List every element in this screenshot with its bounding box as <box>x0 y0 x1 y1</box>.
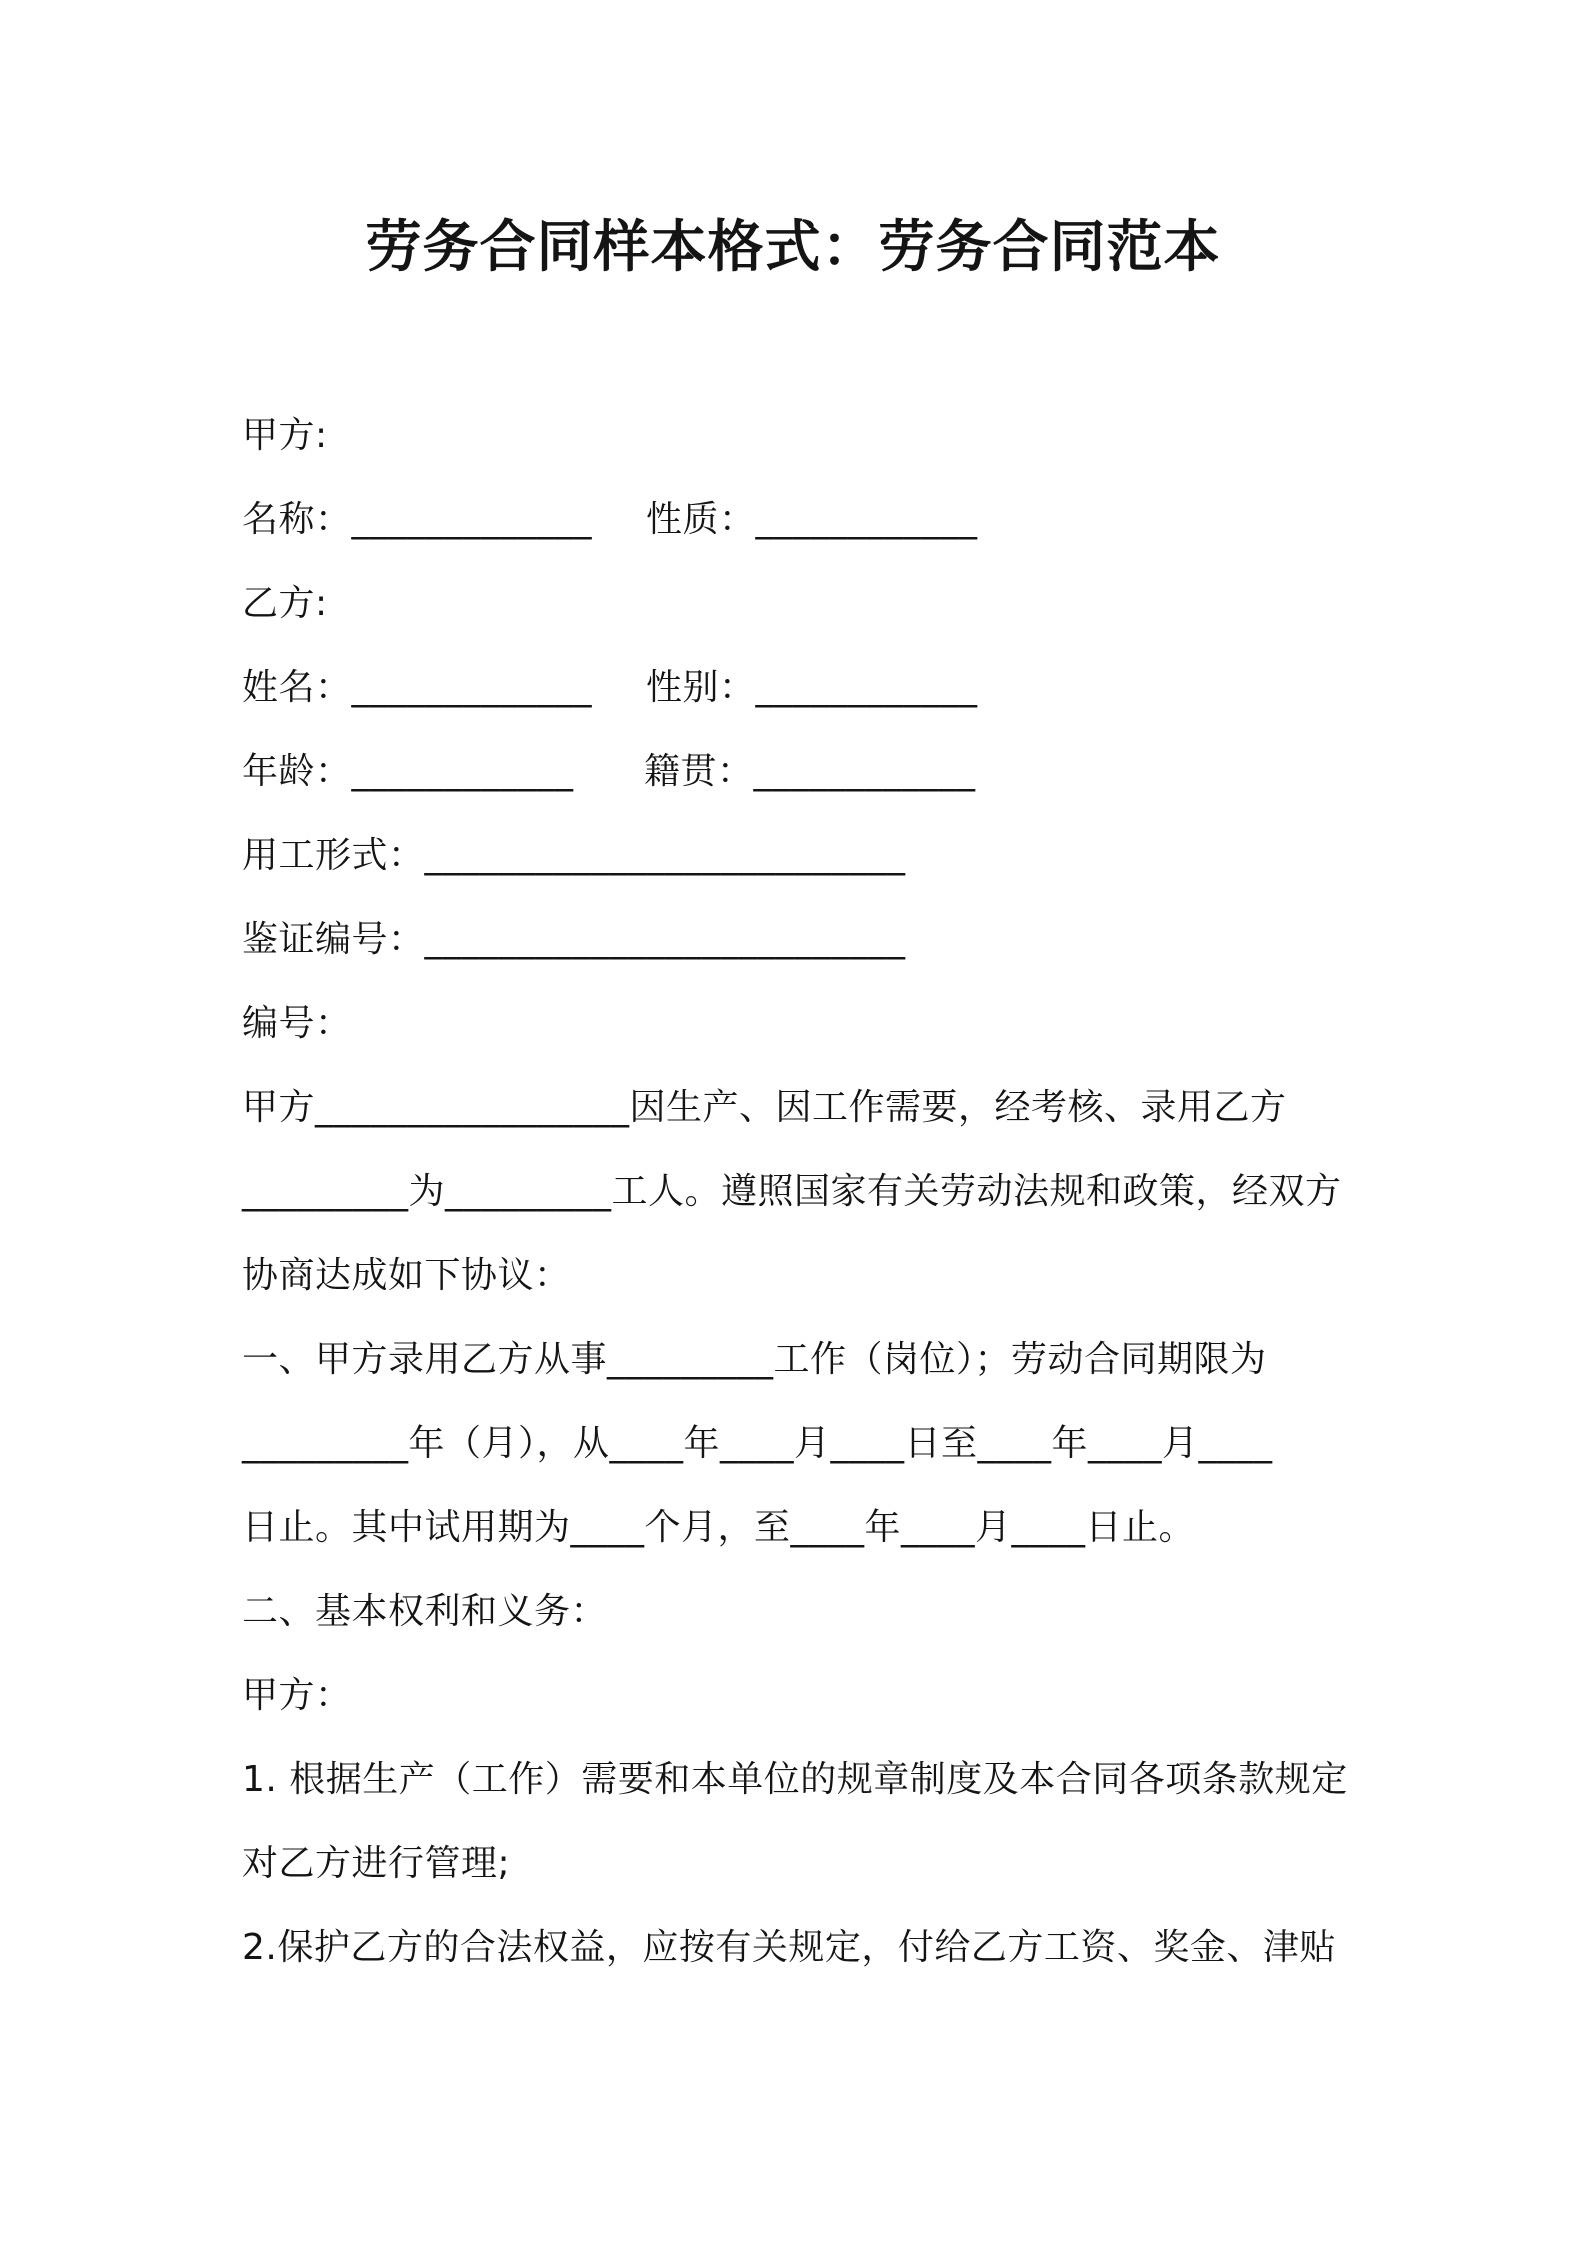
party-a-duties-heading: 甲方： <box>242 1675 352 1716</box>
clause-one-line: 一、甲方录用乙方从事_________工作（岗位）；劳动合同期限为 <box>242 1339 1267 1380</box>
number-field: 编号： <box>242 1003 352 1044</box>
verification-number-field: 鉴证编号：__________________________ <box>242 919 906 960</box>
document-title: 劳务合同样本格式：劳务合同范本 <box>365 215 1221 280</box>
paragraph-line: 甲方_________________因生产、因工作需要，经考核、录用乙方 <box>242 1087 1287 1128</box>
duty-item-line: 对乙方进行管理; <box>242 1843 511 1884</box>
paragraph-line: 协商达成如下协议： <box>242 1255 571 1296</box>
party-a-name-field: 名称：_____________ <box>242 499 593 540</box>
paragraph-line: _________为_________工人。遵照国家有关劳动法规和政策，经双方 <box>242 1171 1342 1212</box>
duty-item-line: 1. 根据生产（工作）需要和本单位的规章制度及本合同各项条款规定 <box>242 1759 1348 1800</box>
duty-item-line: 2.保护乙方的合法权益，应按有关规定，付给乙方工资、奖金、津贴 <box>242 1927 1336 1968</box>
party-a-heading: 甲方: <box>242 415 328 456</box>
clause-one-line: 日止。其中试用期为____个月，至____年____月____日止。 <box>242 1507 1196 1548</box>
party-b-heading: 乙方: <box>242 583 328 624</box>
clause-two-heading: 二、基本权利和义务： <box>242 1591 608 1632</box>
employment-form-field: 用工形式：__________________________ <box>242 835 906 876</box>
party-b-age-field: 年龄：____________ <box>242 751 574 792</box>
party-b-origin-field: 籍贯：____________ <box>644 751 976 792</box>
party-b-gender-field: 性别：____________ <box>646 667 978 708</box>
party-b-name-field: 姓名：_____________ <box>242 667 593 708</box>
clause-one-line: _________年（月），从____年____月____日至____年____月____ <box>242 1423 1273 1464</box>
party-a-nature-field: 性质：____________ <box>646 499 978 540</box>
